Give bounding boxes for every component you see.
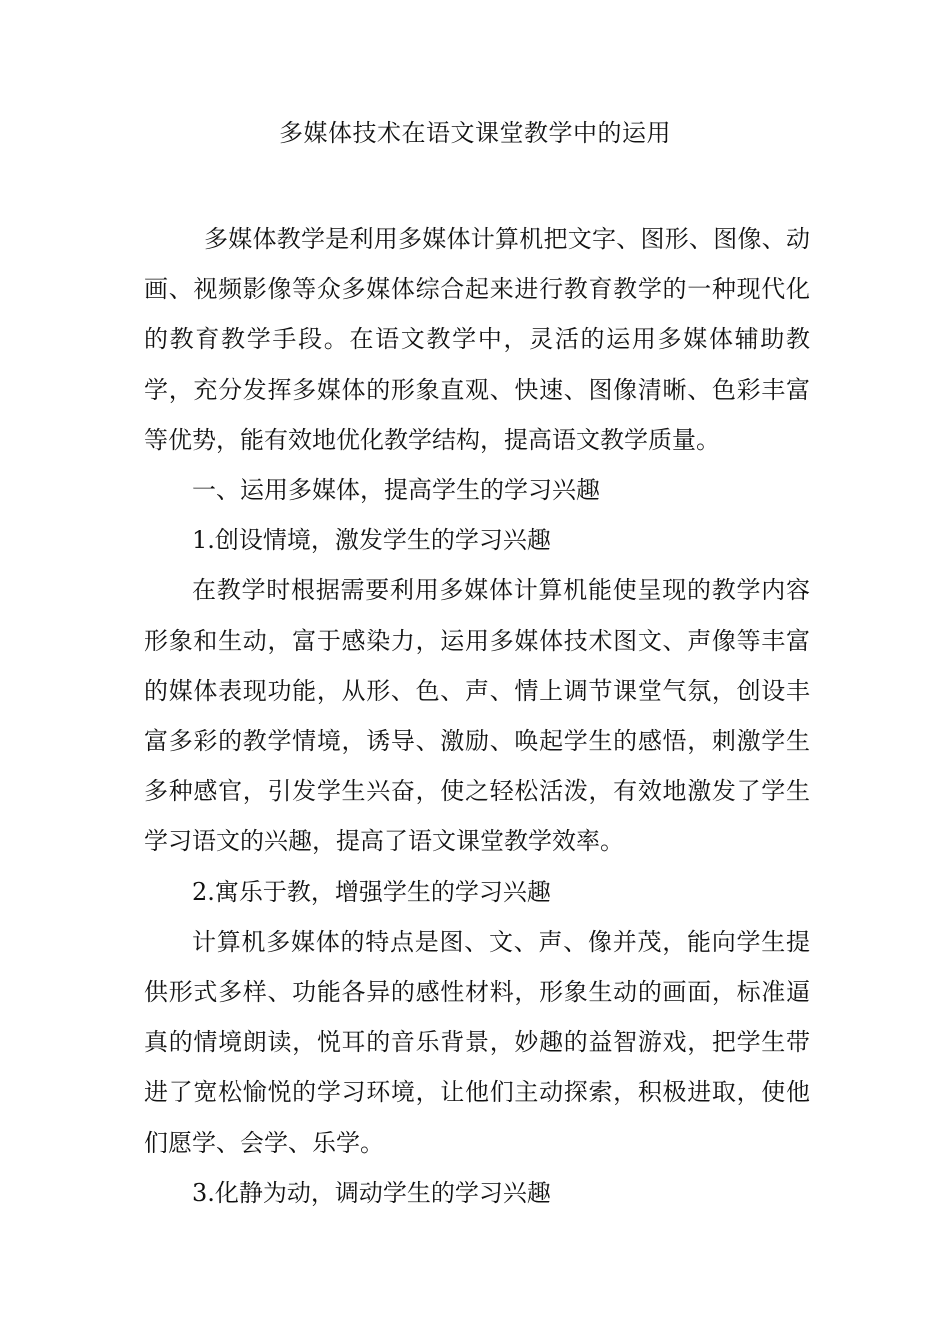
paragraph-2: 计算机多媒体的特点是图、文、声、像并茂，能向学生提供形式多样、功能各异的感性材料，形象生动的画面，标准逼真的情境朗读，悦耳的音乐背景，妙趣的益智游戏，把学生带进了宽松愉悦的学习环境，让他们主动探索，积极进取，使他们愿学、会学、乐学。 bbox=[144, 927, 810, 1157]
paragraph-intro: 多媒体教学是利用多媒体计算机把文字、图形、图像、动画、视频影像等众多媒体综合起来进行教育教学的一种现代化的教育教学手段。在语文教学中，灵活的运用多媒体辅助教学，充分发挥多媒体的形象直观、快速、图像清晰、色彩丰富等优势，能有效地优化教学结构，提高语文教学质量。 bbox=[144, 225, 810, 454]
document-body bbox=[144, 214, 810, 1218]
subheading-3: 3.化静为动，调动学生的学习兴趣 bbox=[192, 1178, 551, 1207]
document-title: 多媒体技术在语文课堂教学中的运用 bbox=[279, 119, 671, 147]
section-heading-1: 一、运用多媒体，提高学生的学习兴趣 bbox=[192, 476, 600, 505]
paragraph-1: 在教学时根据需要利用多媒体计算机能使呈现的教学内容形象和生动，富于感染力，运用多媒体技术图文、声像等丰富的媒体表现功能，从形、色、声、情上调节课堂气氛，创设丰富多彩的教学情境，诱导、激励、唤起学生的感悟，刺激学生多种感官，引发学生兴奋，使之轻松活泼，有效地激发了学生学习语文的兴趣，提高了语文课堂教学效率。 bbox=[144, 576, 810, 856]
subheading-2: 2.寓乐于教，增强学生的学习兴趣 bbox=[192, 877, 551, 906]
subheading-1: 1.创设情境，激发学生的学习兴趣 bbox=[192, 526, 551, 555]
